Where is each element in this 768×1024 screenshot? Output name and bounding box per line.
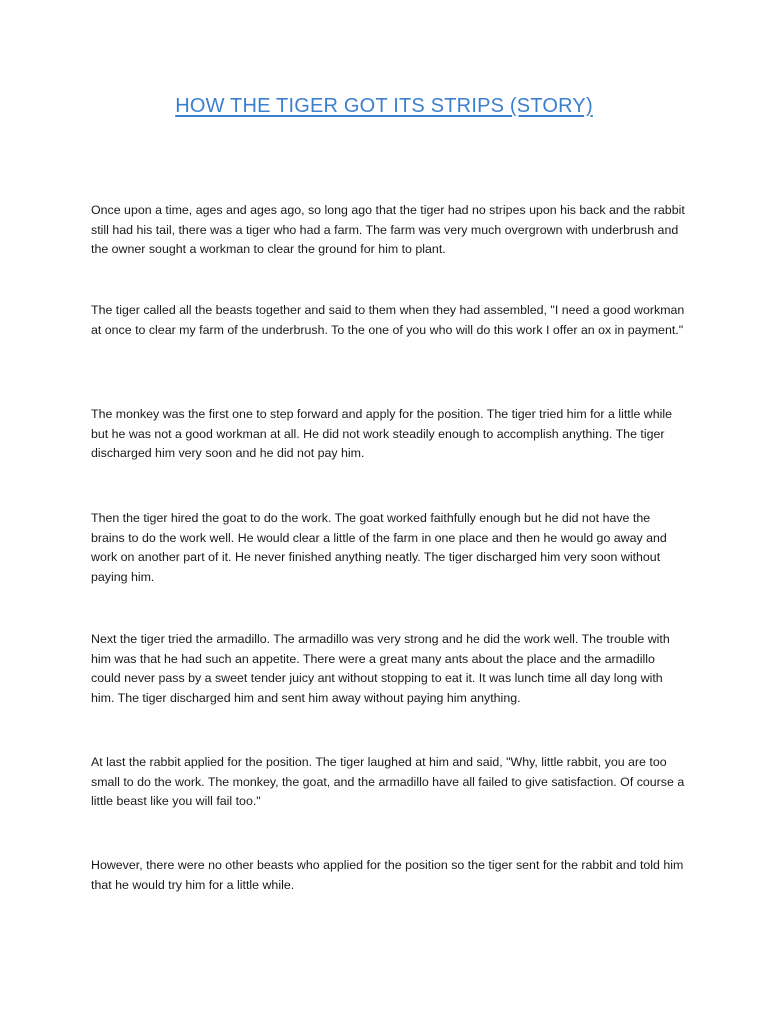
story-paragraph: Then the tiger hired the goat to do the work. The goat worked faithfully enough but he did not have the brains to do the work well. He would clear a little of the farm in one place and then he would go away and work on another part of it. He never finished anything neatly. The tiger discharged him very soon without paying him. (91, 511, 667, 584)
page-title: HOW THE TIGER GOT ITS STRIPS (STORY) (175, 95, 593, 117)
story-paragraph: Once upon a time, ages and ages ago, so long ago that the tiger had no stripes upon his back and the rabbit still had his tail, there was a tiger who had a farm. The farm was very much overgrown with underbrush and the owner sought a workman to clear the ground for him to plant. (91, 203, 685, 256)
story-paragraph: The monkey was the first one to step forward and apply for the position. The tiger tried him for a little while but he was not a good workman at all. He did not work steadily enough to accomplish anything. The tiger discharged him very soon and he did not pay him. (91, 407, 673, 460)
story-paragraph: At last the rabbit applied for the position. The tiger laughed at him and said, "Why, little rabbit, you are too small to do the work. The monkey, the goat, and the armadillo have all failed to give satisfaction. Of course a little beast like you will fail too." (91, 755, 685, 808)
story-paragraph: The tiger called all the beasts together and said to them when they had assembled, "I need a good workman at once to clear my farm of the underbrush. To the one of you who will do this work I offer an ox in payment." (91, 303, 685, 337)
story-paragraph: However, there were no other beasts who applied for the position so the tiger sent for the rabbit and told him that he would try him for a little while. (91, 858, 684, 892)
story-paragraph: Next the tiger tried the armadillo. The armadillo was very strong and he did the work well. The trouble with him was that he had such an appetite. There were a great many ants about the place and the armadillo could never pass by a sweet tender juicy ant without stopping to eat it. It was lunch time all day long with him. The tiger discharged him and sent him away without paying him anything. (91, 632, 670, 705)
